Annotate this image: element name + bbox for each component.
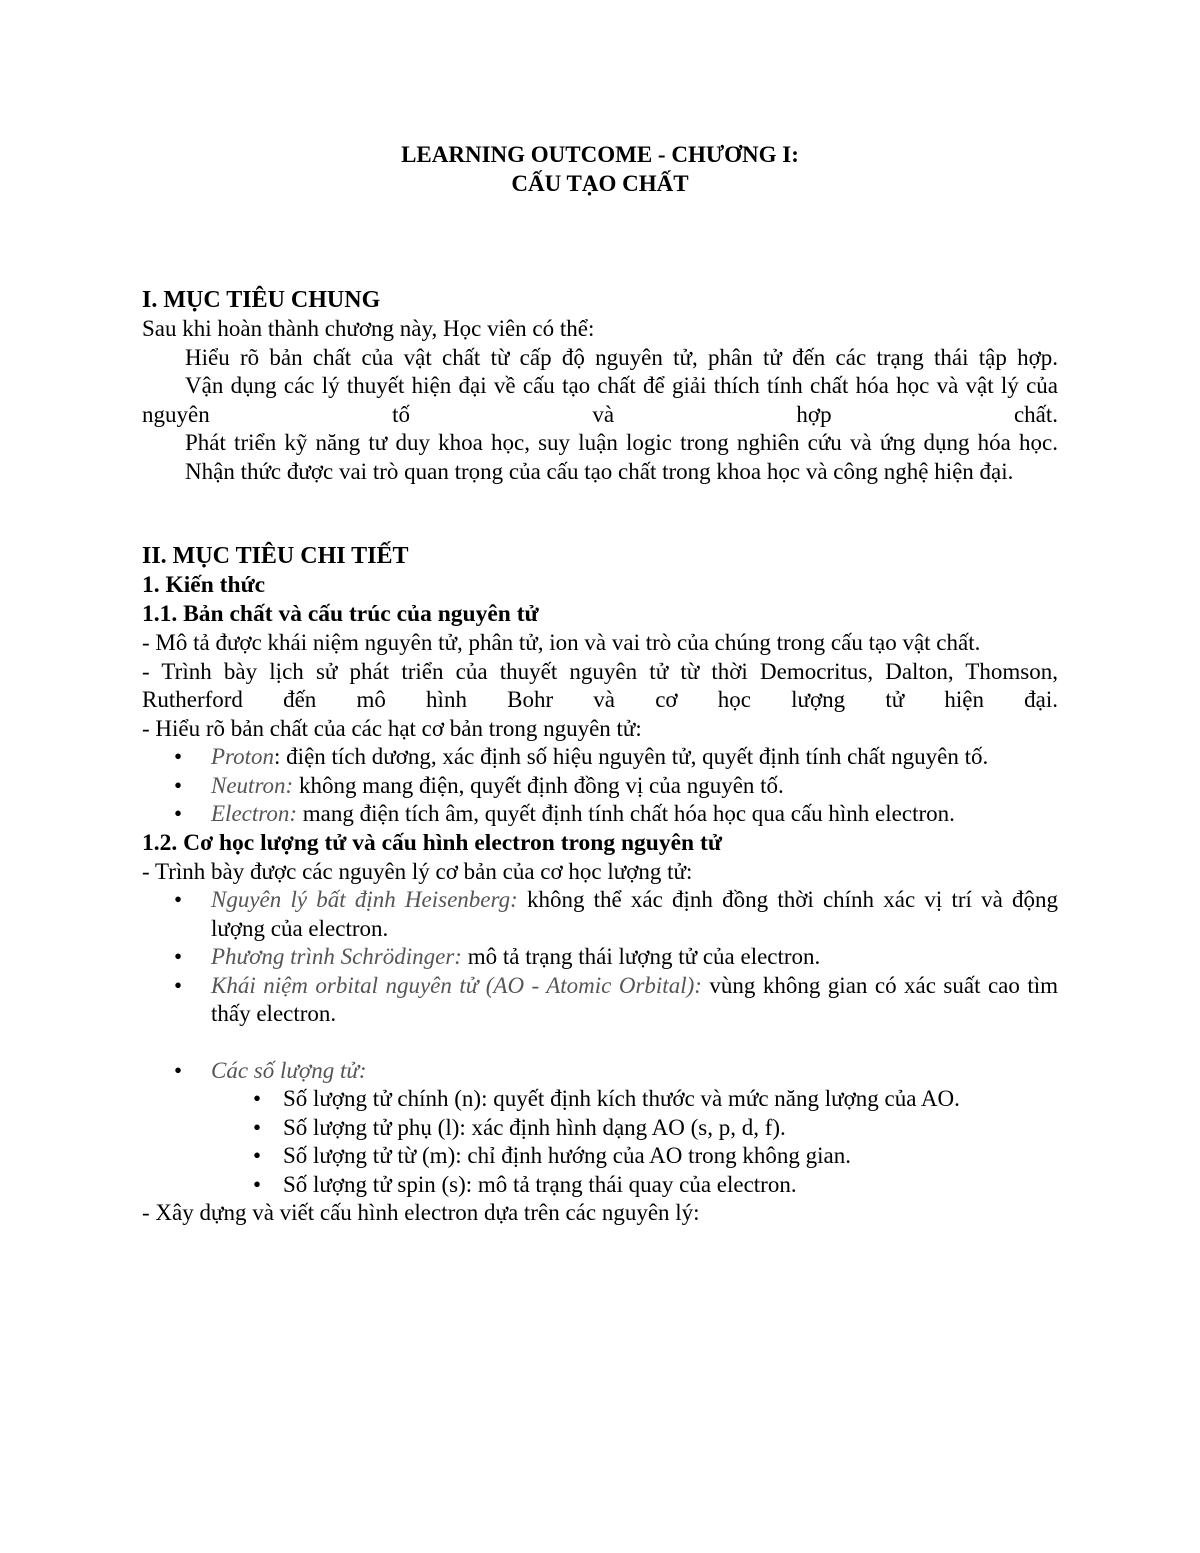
section1-intro: Sau khi hoàn thành chương này, Học viên có thể: — [142, 316, 595, 341]
document-title-line2: CẤU TẠO CHẤT — [511, 171, 689, 196]
document-title-line1: LEARNING OUTCOME - CHƯƠNG I: — [401, 142, 799, 167]
list-item — [142, 800, 1058, 829]
quantum-numbers-list — [142, 1057, 1058, 1200]
electron-config-text: - Xây dựng và viết cấu hình electron dựa trên các nguyên lý: — [142, 1200, 700, 1225]
atom-concept-text: - Mô tả được khái niệm nguyên tử, phân tử, ion và vai trò của chúng trong cấu tạo vật chất. — [142, 630, 981, 655]
list-item: • Số lượng tử phụ (l): xác định hình dạng AO (s, p, d, f). — [142, 1114, 1058, 1143]
particle-desc: : điện tích dương, xác định số hiệu nguyên tử, quyết định tính chất nguyên tố. — [274, 744, 989, 769]
goal-4: Nhận thức được vai trò quan trọng của cấu tạo chất trong khoa học và công nghệ hiện đại. — [185, 458, 1014, 484]
principle-desc: vùng không gian có xác suất cao tìm thấy electron. — [211, 972, 1058, 1026]
list-item — [142, 972, 1058, 1029]
goal-3: Phát triển kỹ năng tư duy khoa học, suy luận logic trong nghiên cứu và ứng dụng hóa học. — [185, 430, 1058, 455]
principle-term: Khái niệm orbital nguyên tử (AO - Atomic Orbital): — [211, 972, 702, 998]
list-item — [142, 1057, 1058, 1086]
particles-list — [142, 743, 1058, 829]
particle-term: Proton — [211, 744, 275, 769]
quantum-intro-text: - Trình bày được các nguyên lý cơ bản của cơ học lượng tử: — [142, 858, 693, 884]
particle-term: Neutron: — [211, 772, 294, 798]
atom-history-text: - Trình bày lịch sử phát triển của thuyết nguyên tử từ thời Democritus, Dalton, Thomson, Rutherford đến mô hình Bohr và cơ học lượng tử hiện đại. — [142, 658, 1058, 712]
list-item — [142, 772, 1058, 801]
goal-1: Hiểu rõ bản chất của vật chất từ cấp độ nguyên tử, phân tử đến các trạng thái tập hợp. — [185, 344, 1058, 370]
quantum-numbers-heading: Các số lượng tử: — [211, 1057, 367, 1083]
particles-intro-text: - Hiểu rõ bản chất của các hạt cơ bản trong nguyên tử: — [142, 715, 642, 741]
list-item — [142, 743, 1058, 772]
list-item: • Số lượng tử chính (n): quyết định kích thước và mức năng lượng của AO. — [142, 1085, 1058, 1114]
list-item: • Số lượng tử spin (s): mô tả trạng thái quay của electron. — [142, 1171, 1058, 1200]
section2-heading: II. MỤC TIÊU CHI TIẾT — [142, 543, 409, 569]
list-item: • Số lượng tử từ (m): chỉ định hướng của AO trong không gian. — [142, 1142, 1058, 1171]
list-item — [142, 943, 1058, 972]
principle-term: Phương trình Schrödinger: — [211, 944, 462, 969]
particle-desc: không mang điện, quyết định đồng vị của nguyên tố. — [293, 772, 784, 798]
subsection-knowledge: 1. Kiến thức — [142, 572, 266, 598]
principle-desc: không thể xác định đồng thời chính xác vị trí và động lượng của electron. — [211, 887, 1058, 941]
subsection-1-1-heading: 1.1. Bản chất và cấu trúc của nguyên tử — [142, 601, 539, 627]
principle-desc: mô tả trạng thái lượng tử của electron. — [461, 944, 821, 969]
principles-list — [142, 886, 1058, 1029]
section1-heading: I. MỤC TIÊU CHUNG — [142, 287, 381, 313]
particle-desc: mang điện tích âm, quyết định tính chất hóa học qua cấu hình electron. — [297, 801, 955, 826]
particle-term: Electron: — [211, 801, 298, 826]
list-item — [142, 886, 1058, 943]
subsection-1-2-heading: 1.2. Cơ học lượng tử và cấu hình electron trong nguyên tử — [142, 829, 722, 856]
principle-term: Nguyên lý bất định Heisenberg: — [211, 887, 518, 912]
goal-2: Vận dụng các lý thuyết hiện đại về cấu tạo chất để giải thích tính chất hóa học và vật lý của nguyên tố và hợp chất. — [142, 373, 1058, 427]
